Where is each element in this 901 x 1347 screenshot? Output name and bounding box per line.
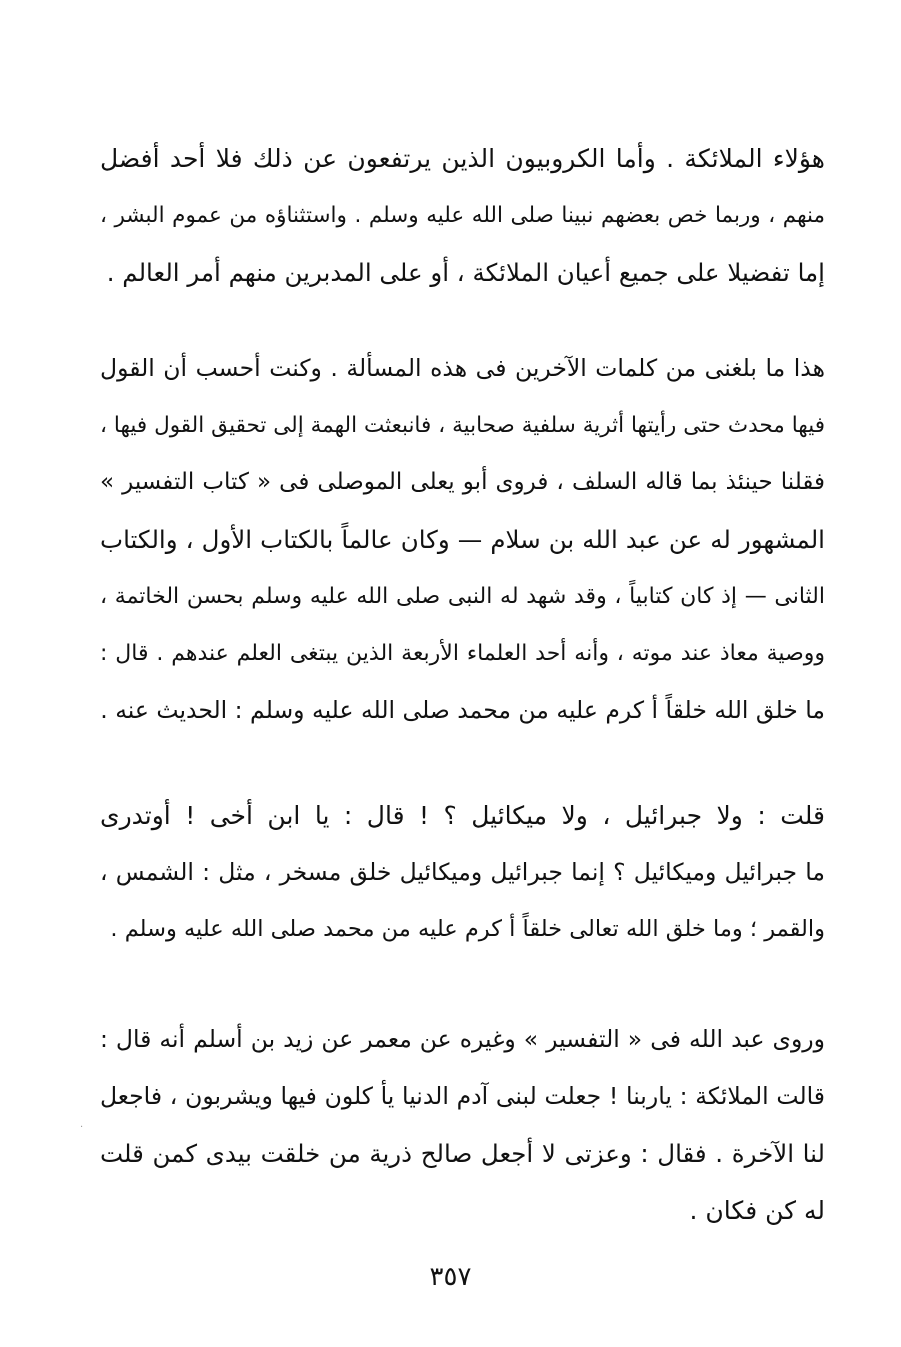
- text-line: ووصية معاذ عند موته ، وأنه أحد العلماء الأربعة الذين يبتغى العلم عندهم . قال :: [100, 641, 825, 666]
- text-line: ما خلق الله خلقاً أ كرم عليه من محمد صلى الله عليه وسلم : الحديث عنه .: [100, 696, 825, 724]
- paragraph-1: [100, 130, 825, 301]
- page-number: ٣٥٧: [429, 1262, 472, 1292]
- text-line: فيها محدث حتى رأيتها أثرية سلفية صحابية ، فانبعثت الهمة إلى تحقيق القول فيها ،: [100, 413, 825, 438]
- text-line: الثانى — إذ كان كتابياً ، وقد شهد له النبى صلى الله عليه وسلم بحسن الخاتمة ،: [100, 584, 825, 609]
- paragraph-2: [100, 340, 825, 739]
- text-line: المشهور له عن عبد الله بن سلام — وكان عالماً بالكتاب الأول ، والكتاب: [100, 525, 825, 554]
- text-line: والقمر ؛ وما خلق الله تعالى خلقاً أ كرم عليه من محمد صلى الله عليه وسلم .: [110, 916, 825, 942]
- text-line: ما جبرائيل وميكائيل ؟ إنما جبرائيل وميكائيل خلق مسخر ، مثل : الشمس ،: [100, 858, 825, 886]
- text-line: هذا ما بلغنى من كلمات الآخرين فى هذه المسألة . وكنت أحسب أن القول: [100, 354, 825, 382]
- text-line: له كن فكان .: [689, 1196, 825, 1225]
- text-line: وروى عبد الله فى « التفسير » وغيره عن معمر عن زيد بن أسلم أنه قال :: [100, 1025, 825, 1053]
- text-line: هؤلاء الملائكة . وأما الكروبيون الذين يرتفعون عن ذلك فلا أحد أفضل: [100, 144, 825, 173]
- text-line: قلت : ولا جبرائيل ، ولا ميكائيل ؟ ! قال : يا ابن أخى ! أوتدرى: [100, 801, 825, 830]
- text-line: إما تفضيلا على جميع أعيان الملائكة ، أو على المدبرين منهم أمر العالم .: [106, 258, 825, 287]
- scan-speck: ·: [80, 1122, 84, 1133]
- text-line: لنا الآخرة . فقال : وعزتى لا أجعل صالح ذرية من خلقت بيدى كمن قلت: [100, 1139, 825, 1168]
- paragraph-4: [100, 1011, 825, 1239]
- text-line: منهم ، وربما خص بعضهم نبينا صلى الله عليه وسلم . واستثناؤه من عموم البشر ،: [100, 203, 825, 228]
- text-line: فقلنا حينئذ بما قاله السلف ، فروى أبو يعلى الموصلى فى « كتاب التفسير »: [100, 469, 825, 495]
- paragraph-3: [100, 787, 825, 958]
- text-line: قالت الملائكة : ياربنا ! جعلت لبنى آدم الدنيا يأ كلون فيها ويشربون ، فاجعل: [100, 1082, 825, 1110]
